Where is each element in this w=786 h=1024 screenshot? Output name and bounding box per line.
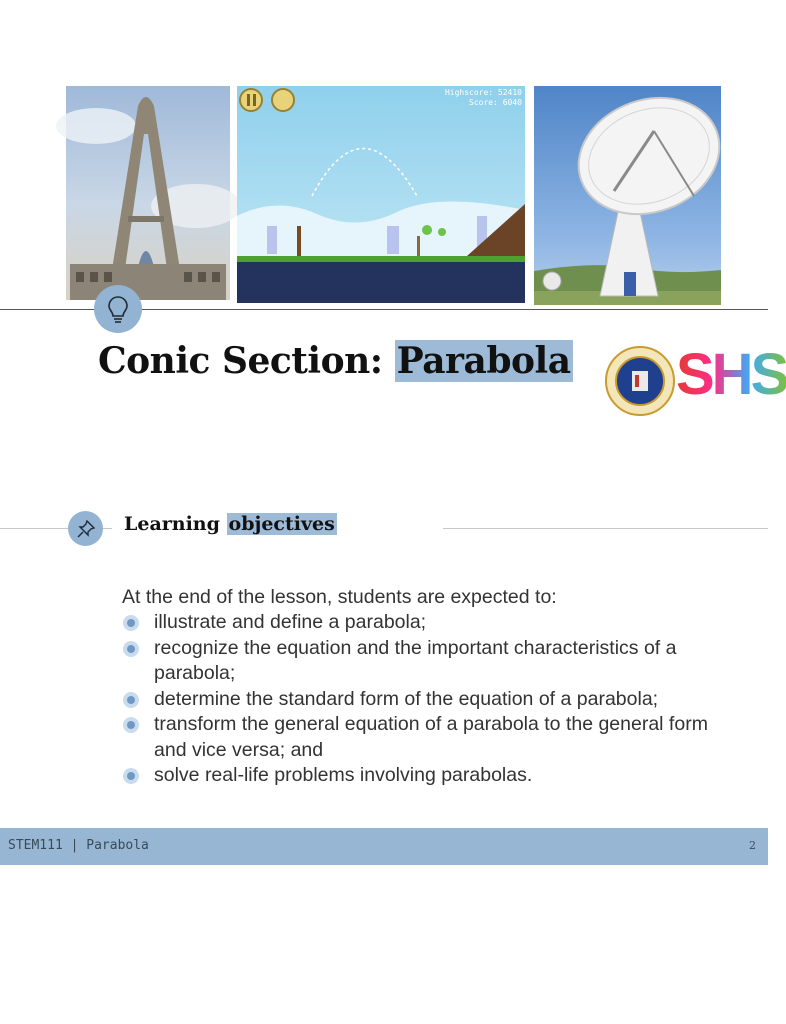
title-highlight: Parabola xyxy=(396,340,571,382)
list-item xyxy=(122,610,712,636)
bullet-icon xyxy=(123,692,139,708)
title-prefix: Conic Section: xyxy=(98,340,395,382)
objectives-intro: At the end of the lesson, students are expected to: xyxy=(122,586,557,608)
list-item-text: transform the general equation of a parabola to the general form and vice versa; and xyxy=(154,713,708,761)
list-item xyxy=(122,763,712,789)
section-divider-right xyxy=(443,528,768,529)
bullet-icon xyxy=(123,717,139,733)
list-item xyxy=(122,712,712,763)
footer-bar xyxy=(0,828,768,865)
footer-label: STEM111 | Parabola xyxy=(8,838,149,853)
satellite-dish-photo xyxy=(534,86,721,305)
school-logo xyxy=(604,342,786,417)
objectives-heading xyxy=(124,513,337,535)
lightbulb-icon xyxy=(94,285,142,333)
list-item-text: recognize the equation and the important characteristics of a parabola; xyxy=(154,636,677,684)
score-text: Score: 6040 xyxy=(469,98,522,107)
highscore-text: Highscore: 52410 xyxy=(444,88,522,97)
bullet-icon xyxy=(123,615,139,631)
list-item xyxy=(122,687,712,713)
list-item-text: solve real-life problems involving parabolas. xyxy=(154,764,533,786)
logo-text: SHS xyxy=(676,342,786,407)
objectives-heading-plain: Learning xyxy=(124,513,227,535)
objectives-list xyxy=(122,610,712,789)
angry-birds-game-screenshot xyxy=(237,86,525,303)
objectives-heading-highlight: objectives xyxy=(228,513,335,535)
bullet-icon xyxy=(123,641,139,657)
page-number: 2 xyxy=(749,839,756,852)
list-item-text: illustrate and define a parabola; xyxy=(154,611,427,633)
arch-church-photo xyxy=(66,86,230,300)
game-hud xyxy=(445,88,522,108)
list-item xyxy=(122,636,712,687)
pin-icon xyxy=(68,511,103,546)
page-title xyxy=(98,340,573,382)
list-item-text: determine the standard form of the equation of a parabola; xyxy=(154,687,659,710)
bullet-icon xyxy=(123,768,139,784)
